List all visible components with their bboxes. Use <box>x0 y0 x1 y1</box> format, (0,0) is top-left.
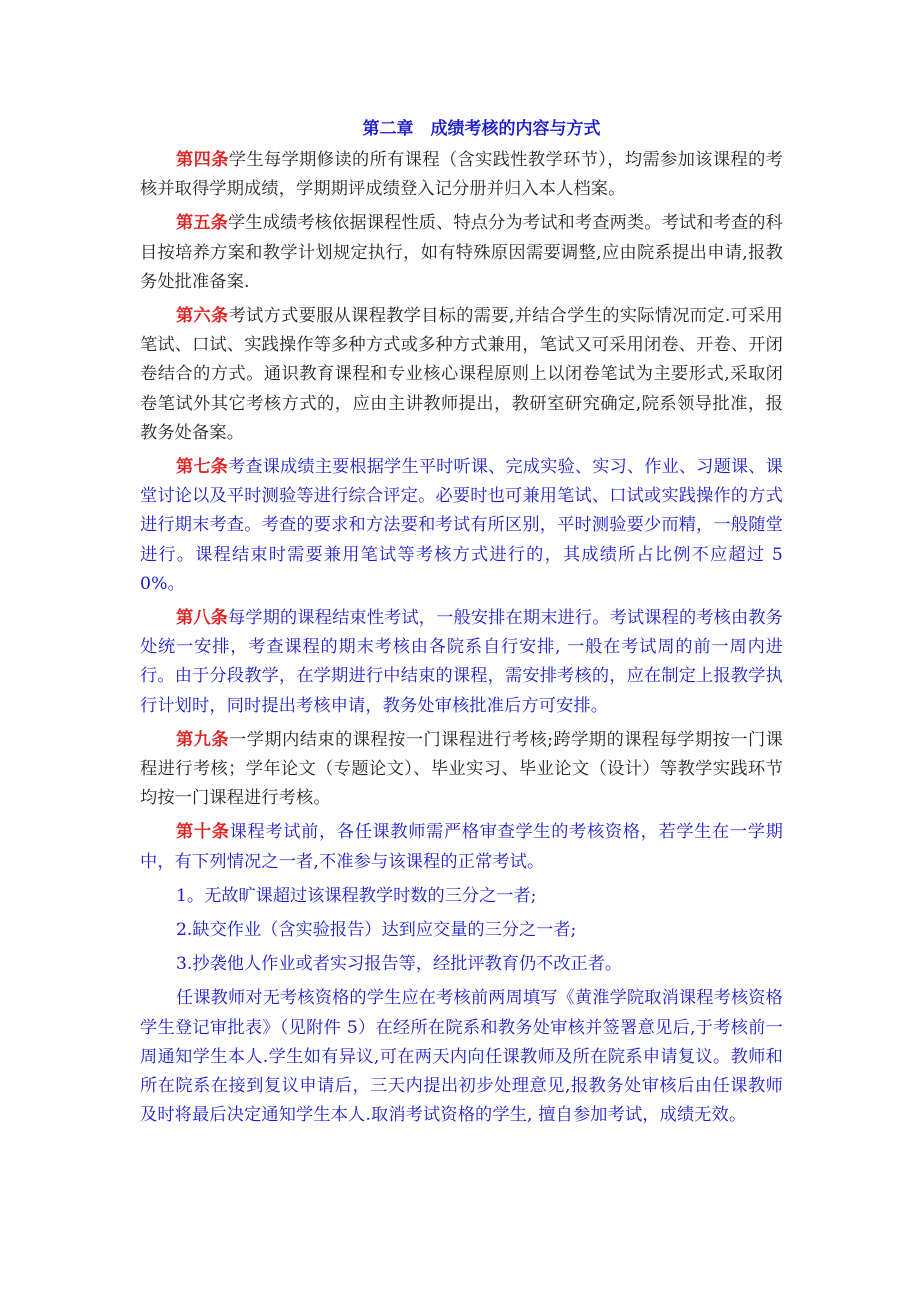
article-8 <box>140 604 783 721</box>
list-item: 1。无故旷课超过该课程教学时数的三分之一者; <box>176 885 537 906</box>
article-text: 每学期的课程结束性考试，一般安排在期末进行。考试课程的考核由教务处统一安排，考查课程的期末考核由各院系自行安排, 一般在考试周的前一周内进行。由于分段教学，在学期进行中结束的课程，需安排考核的，应在制定上报教学执行计划时，同时提出考核申请，教务处审核批准后方可安排。 <box>140 608 783 716</box>
article-text: 考查课成绩主要根据学生平时听课、完成实验、实习、作业、习题课、课堂讨论以及平时测验等进行综合评定。必要时也可兼用笔试、口试或实践操作的方式进行期末考查。考查的要求和方法要和考试有所区别，平时测验要少而精，一般随堂进行。课程结束时需要兼用笔试等考核方式进行的，其成绩所占比例不应超过 50%。 <box>140 457 783 594</box>
article-label: 第七条 <box>176 457 229 478</box>
article-7 <box>140 453 783 599</box>
article-4 <box>140 146 783 204</box>
article-label: 第六条 <box>176 306 229 327</box>
document-page <box>140 112 783 1136</box>
article-label: 第十条 <box>176 822 230 843</box>
article-text: 一学期内结束的课程按一门课程进行考核;跨学期的课程每学期按一门课程进行考核；学年论文（专题论文）、毕业实习、毕业论文（设计）等教学实践环节均按一门课程进行考核。 <box>140 729 784 809</box>
chapter-title: 第二章 成绩考核的内容与方式 <box>362 119 601 139</box>
article-label: 第五条 <box>176 213 229 234</box>
article-label: 第九条 <box>176 729 230 750</box>
list-item: 3.抄袭他人作业或者实习报告等，经批评教育仍不改正者。 <box>176 954 623 975</box>
article-9 <box>140 726 783 814</box>
article-6 <box>140 302 783 448</box>
article-text: 学生每学期修读的所有课程（含实践性教学环节），均需参加该课程的考核并取得学期成绩，学期期评成绩登入记分册并归入本人档案。 <box>140 150 784 200</box>
article-5 <box>140 209 783 297</box>
article-text: 考试方式要服从课程教学目标的需要,并结合学生的实际情况而定.可采用笔试、口试、实践操作等多种方式或多种方式兼用，笔试又可采用闭卷、开卷、开闭卷结合的方式。通识教育课程和专业核心课程原则上以闭卷笔试为主要形式,采取闭卷笔试外其它考核方式的，应由主讲教师提出，教研室研究确定,院系领导批准，报教务处备案。 <box>140 306 783 443</box>
article-10 <box>140 818 783 876</box>
article-label: 第四条 <box>176 150 229 170</box>
list-item: 2.缺交作业（含实验报告）达到应交量的三分之一者; <box>176 920 577 941</box>
closing-paragraph: 任课教师对无考核资格的学生应在考核前两周填写《黄淮学院取消课程考核资格学生登记审批表》（见附件 5）在经所在院系和教务处审核并签署意见后,于考核前一周通知学生本人.学生如有异议,可在两天内向任课教师及所在院系申请复议。教师和所在院系在接到复议申请后，三天内提出初步处理意见,报教务处审核后由任课教师及时将最后决定通知学生本人.取消考试资格的学生, 擅自参加考试，成绩无效。 <box>140 988 783 1126</box>
article-label: 第八条 <box>176 608 229 629</box>
article-text: 课程考试前，各任课教师需严格审查学生的考核资格，若学生在一学期中，有下列情况之一者,不准参与该课程的正常考试。 <box>140 822 783 872</box>
article-text: 学生成绩考核依据课程性质、特点分为考试和考查两类。考试和考查的科目按培养方案和教学计划规定执行，如有特殊原因需要调整,应由院系提出申请,报教务处批准备案. <box>140 213 783 292</box>
